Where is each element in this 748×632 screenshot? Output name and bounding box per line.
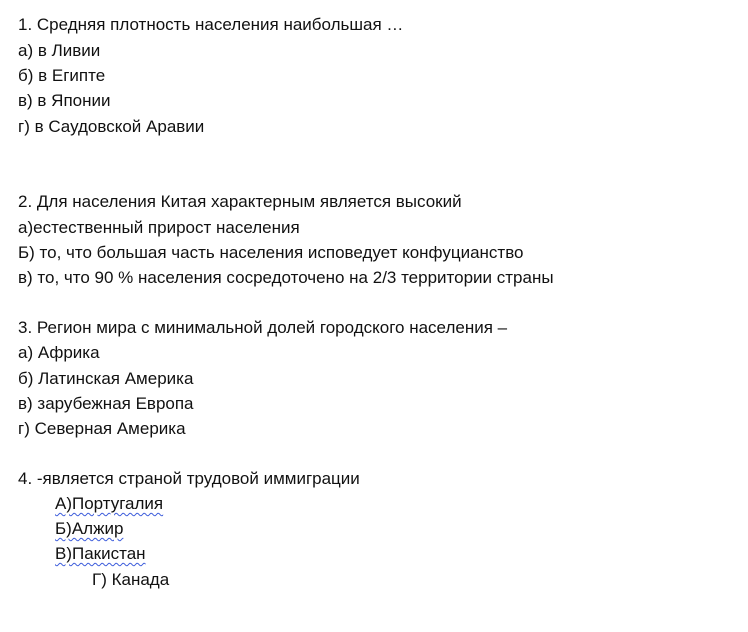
question-1-option-a: а) в Ливии (18, 41, 101, 60)
question-4-option-a: А)Португалия (55, 494, 164, 513)
question-2-prompt: 2. Для населения Китая характерным является высокий (18, 192, 462, 211)
question-3-option-d: г) Северная Америка (18, 419, 186, 438)
question-4-option-d: Г) Канада (92, 570, 170, 589)
question-3-option-c: в) зарубежная Европа (18, 394, 194, 413)
question-4-option-b: Б)Алжир (55, 519, 124, 538)
question-2-option-a: а)естественный прирост населения (18, 218, 300, 237)
question-4-option-c: В)Пакистан (55, 544, 146, 563)
question-2-option-b: Б) то, что большая часть населения исповедует конфуцианство (18, 243, 524, 262)
question-3-option-b: б) Латинская Америка (18, 369, 194, 388)
question-1-prompt: 1. Средняя плотность населения наибольшая … (18, 15, 404, 34)
question-4-prompt: 4. -является страной трудовой иммиграции (18, 469, 360, 488)
question-1-option-d: г) в Саудовской Аравии (18, 117, 205, 136)
question-2-option-c: в) то, что 90 % населения сосредоточено на 2/3 территории страны (18, 268, 554, 287)
question-3-prompt: 3. Регион мира с минимальной долей городского населения – (18, 318, 508, 337)
question-1-option-b: б) в Египте (18, 66, 106, 85)
question-1-option-c: в) в Японии (18, 91, 111, 110)
question-3-option-a: а) Африка (18, 343, 100, 362)
